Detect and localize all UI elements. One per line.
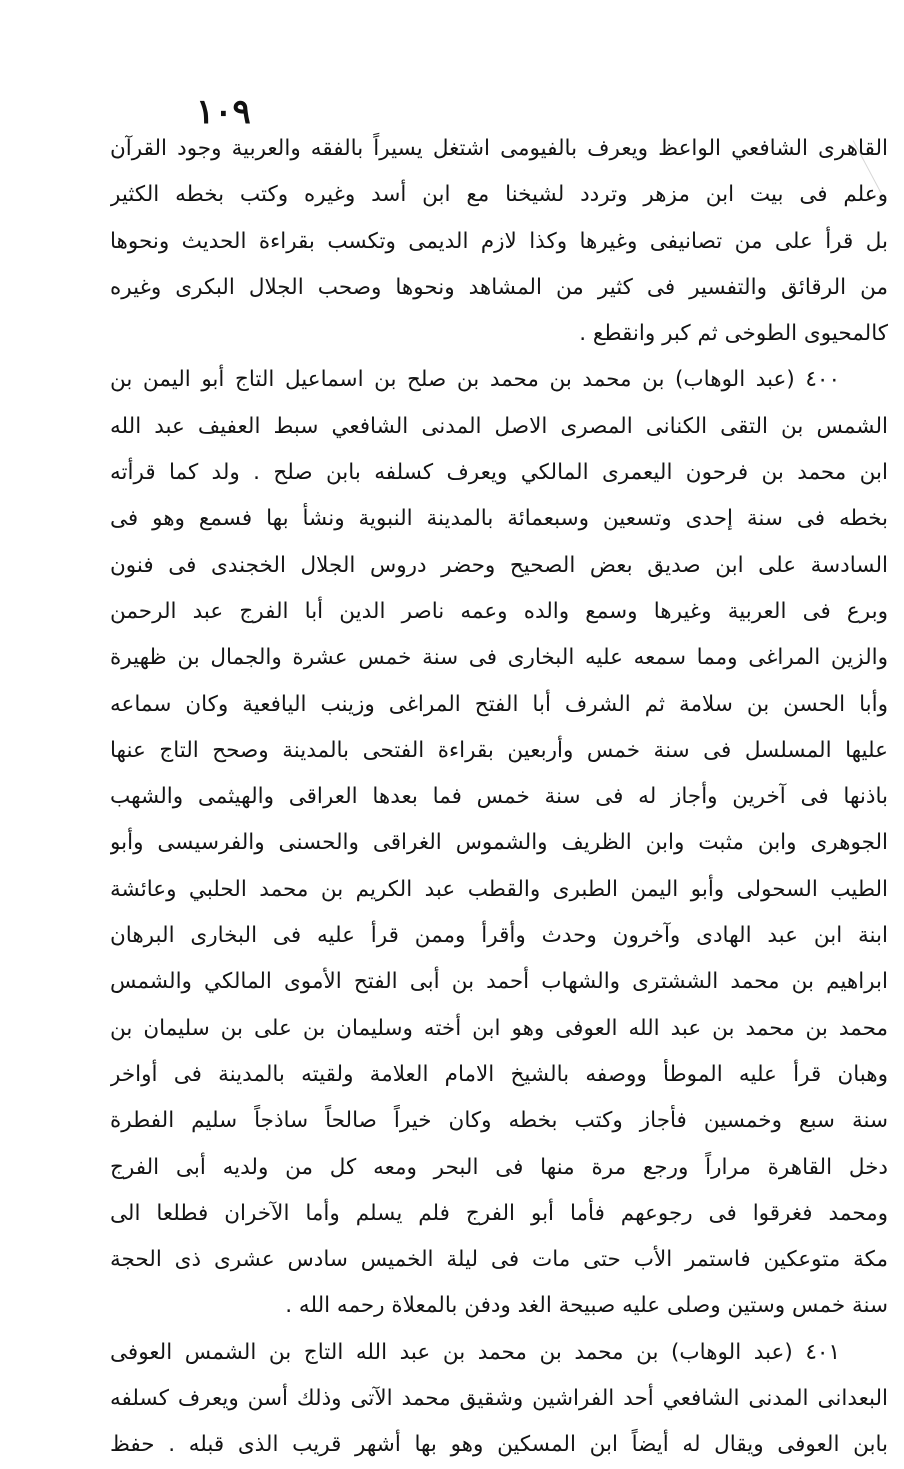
text-line: مكة متوعكين فاستمر الأب حتى مات فى ليلة الخميس سادس عشرى ذى الحجة: [110, 1247, 888, 1273]
text-line: دخل القاهرة مراراً ورجع مرة منها فى البحر ومعه كل من ولديه أبى الفرج: [110, 1154, 888, 1180]
text-line: وبرع فى العربية وغيرها وسمع والده وعمه ناصر الدين أبا الفرج عبد الرحمن: [110, 598, 888, 624]
text-line: القاهرى الشافعي الواعظ ويعرف بالفيومى اشتغل يسيراً بالفقه والعربية وجود القرآن: [110, 136, 888, 161]
text-line: سنة سبع وخمسين فأجاز وكتب بخطه وكان خيراً صالحاً ساذجاً سليم الفطرة: [110, 1108, 888, 1134]
text-line: ابنة ابن عبد الهادى وآخرون وحدث وأقرأ وممن قرأ عليه فى البخارى البرهان: [110, 923, 888, 949]
text-line: ابن محمد بن فرحون اليعمرى المالكي ويعرف كسلفه بابن صلح . ولد كما قرأته: [110, 460, 888, 486]
text-line: كالمحيوى الطوخى ثم كبر وانقطع .: [579, 321, 888, 347]
text-line: بابن العوفى ويقال له أيضاً ابن المسكين وهو بها أشهر قريب الذى قبله . حفظ: [110, 1432, 888, 1458]
text-line: عليها المسلسل فى سنة خمس وأربعين بقراءة الفتحى بالمدينة وصحح التاج عنها: [110, 737, 888, 763]
entry-401-heading-line: ٤٠١ (عبد الوهاب) بن محمد بن محمد بن عبد الله التاج بن الشمس العوفى: [110, 1339, 840, 1365]
text-line: الطيب السحولى وأبو اليمن الطبرى والقطب عبد الكريم بن محمد الحلبي وعائشة: [110, 876, 888, 902]
text-line: بخطه فى سنة إحدى وتسعين وسبعمائة بالمدينة النبوية ونشأ بها فسمع وهو فى: [110, 506, 888, 532]
text-line: الشمس بن التقى الكنانى المصرى الاصل المدنى الشافعي سبط العفيف عبد الله: [110, 413, 888, 439]
text-line: بل قرأ على من تصانيفى وغيرها وكذا لازم الديمى وتكسب بقراءة الحديث ونحوها: [110, 228, 888, 254]
text-line: وهبان قرأ عليه الموطأ ووصفه بالشيخ الامام العلامة ولقيته بالمدينة فى أواخر: [110, 1061, 888, 1087]
text-line: ومحمد فغرقوا فى رجوعهم فأما أبو الفرج فلم يسلم وأما الآخران فطلعا الى: [110, 1200, 888, 1226]
text-line: البعدانى المدنى الشافعي أحد الفراشين وشقيق محمد الآتى وذلك أسن ويعرف كسلفه: [110, 1386, 888, 1412]
text-line: ابراهيم بن محمد الششترى والشهاب أحمد بن أبى الفتح الأموى المالكي والشمس: [110, 969, 888, 995]
text-line: وعلم فى بيت ابن مزهر وتردد لشيخنا مع ابن أسد وغيره وكتب بخطه الكثير: [110, 182, 888, 208]
text-line: وأبا الحسن بن سلامة ثم الشرف أبا الفتح المراغى وزينب اليافعية وكان سماعه: [110, 691, 888, 717]
text-line: والزين المراغى ومما سمعه عليه البخارى فى سنة خمس عشرة والجمال بن ظهيرة: [110, 645, 888, 671]
text-line: من الرقائق والتفسير فى كثير من المشاهد ونحوها وصحب الجلال البكرى وغيره: [110, 274, 888, 300]
text-line: سنة خمس وستين وصلى عليه صبيحة الغد ودفن بالمعلاة رحمه الله .: [285, 1293, 888, 1319]
text-line: باذنها فى آخرين وأجاز له فى سنة خمس فما بعدها العراقى والهيثمى والشهب: [110, 784, 888, 810]
page-number: ١٠٩: [196, 92, 251, 132]
text-line: محمد بن محمد بن عبد الله العوفى وهو ابن أخته وسليمان بن على بن سليمان بن: [110, 1015, 888, 1041]
text-line: السادسة على ابن صديق بعض الصحيح وحضر دروس الجلال الخجندى فى فنون: [110, 552, 888, 578]
entry-400-heading-line: ٤٠٠ (عبد الوهاب) بن محمد بن محمد بن صلح بن اسماعيل التاج أبو اليمن بن: [110, 367, 840, 393]
page-body-text: [110, 126, 888, 1469]
text-line: الجوهرى وابن مثبت وابن الظريف والشموس الغراقى والحسنى والفرسيسى وأبو: [110, 830, 888, 856]
